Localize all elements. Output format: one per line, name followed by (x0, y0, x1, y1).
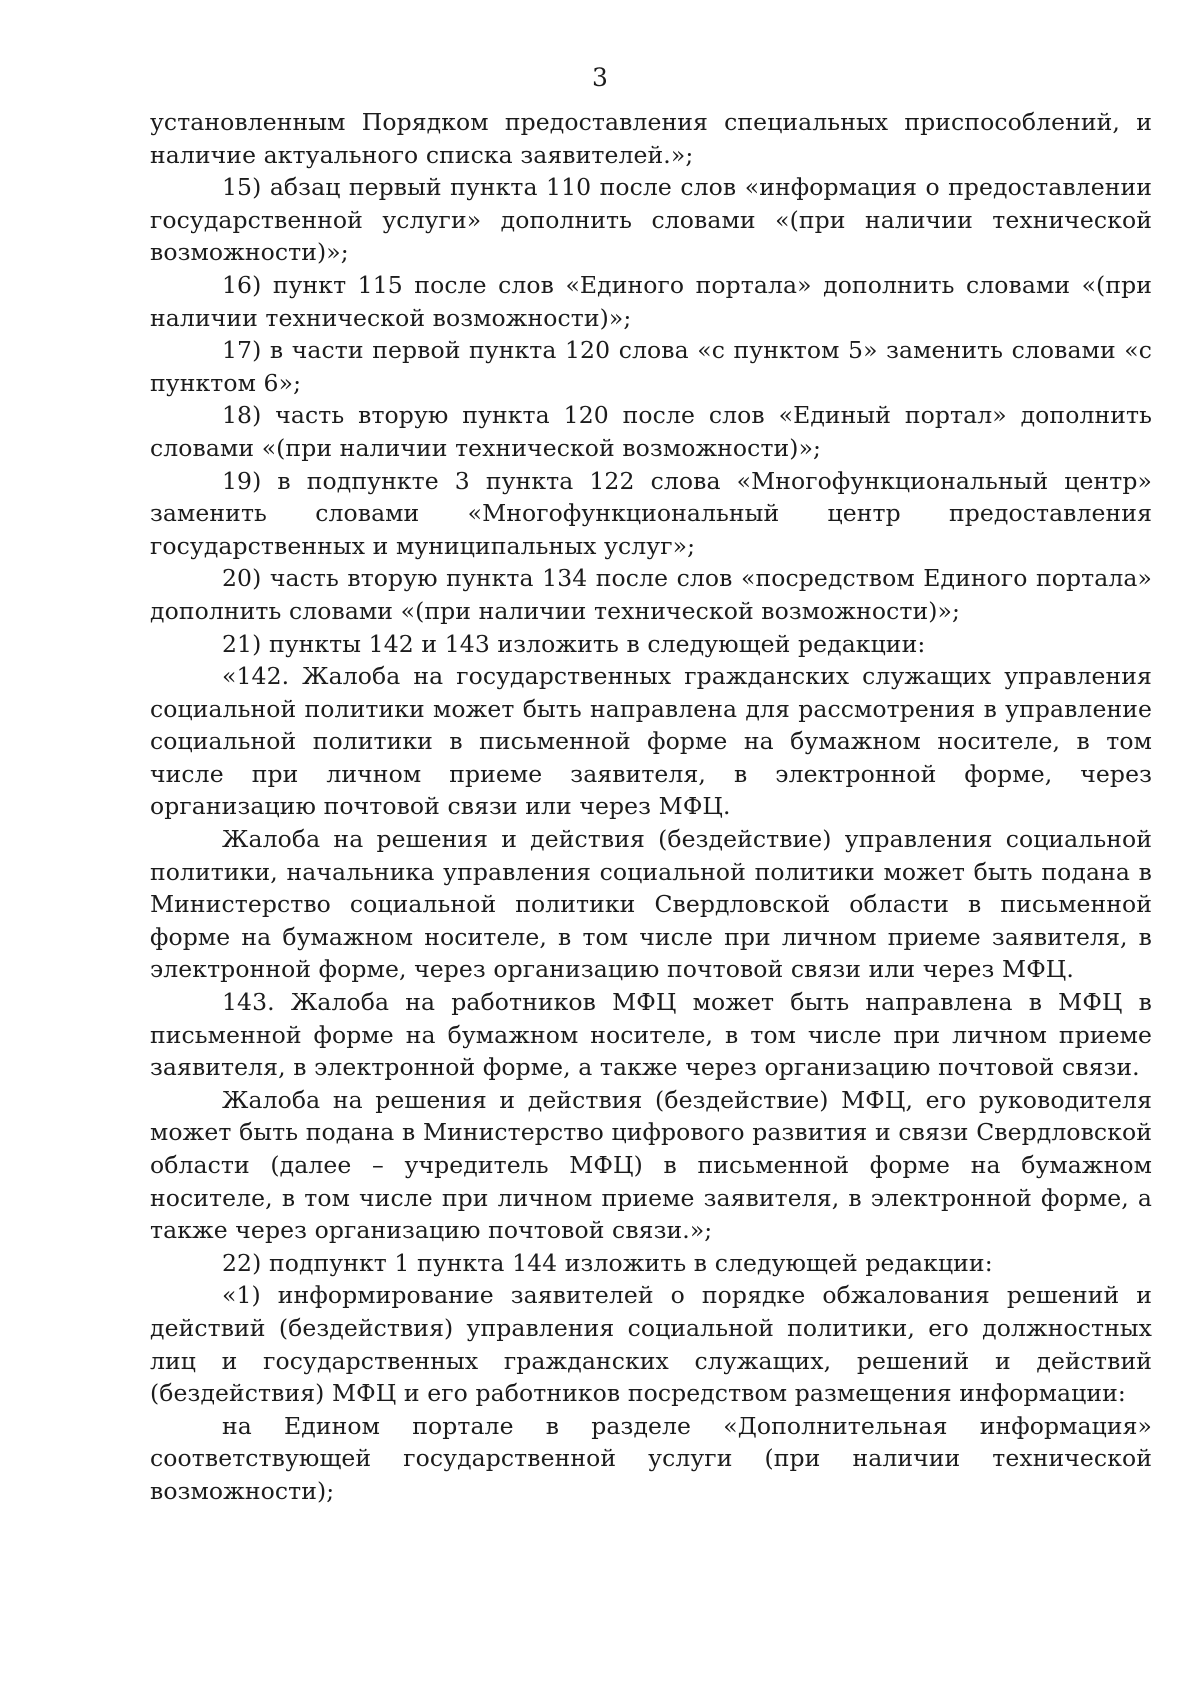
paragraph-clause-143-part-2: Жалоба на решения и действия (бездействие) МФЦ, его руководителя может быть подана в Министерство цифрового развития и связи Свердловской области (далее – учредитель МФЦ) в письменной форме на бумажном носителе, в том числе при личном приеме заявителя, в электронной форме, а также через организацию почтовой связи.»; (150, 1085, 1152, 1245)
paragraph-single-portal: на Едином портале в разделе «Дополнительная информация» соответствующей государственной услуги (при наличии технической возможности); (150, 1411, 1152, 1505)
document-body (150, 106, 1152, 1508)
paragraph-item-16: 16) пункт 115 после слов «Единого портала» дополнить словами «(при наличии технической возможности)»; (150, 270, 1152, 332)
paragraph-item-19: 19) в подпункте 3 пункта 122 слова «Многофункциональный центр» заменить словами «Многофункциональный центр предоставления государственных и муниципальных услуг»; (150, 466, 1152, 560)
paragraph-item-21: 21) пункты 142 и 143 изложить в следующей редакции: (222, 629, 926, 658)
paragraph-item-22: 22) подпункт 1 пункта 144 изложить в следующей редакции: (222, 1248, 993, 1277)
paragraph-item-18: 18) часть вторую пункта 120 после слов «Единый портал» дополнить словами «(при наличии технической возможности)»; (150, 401, 1152, 462)
paragraph-item-17: 17) в части первой пункта 120 слова «с пунктом 5» заменить словами «с пунктом 6»; (150, 336, 1152, 397)
page-number: 3 (592, 63, 608, 92)
paragraph-clause-142-part-2: Жалоба на решения и действия (бездействие) управления социальной политики, начальника управления социальной политики может быть подана в Министерство социальной политики Свердловской области в письменной форме на бумажном носителе, в том числе при личном приеме заявителя, в электронной форме, через организацию почтовой связи или через МФЦ. (150, 825, 1152, 984)
paragraph-clause-143: 143. Жалоба на работников МФЦ может быть направлена в МФЦ в письменной форме на бумажном носителе, в том числе при личном приеме заявителя, в электронной форме, а также через организацию почтовой связи. (150, 988, 1152, 1082)
paragraph-continuation: установленным Порядком предоставления специальных приспособлений, и наличие актуального списка заявителей.»; (150, 108, 1152, 169)
paragraph-subclause-1: «1) информирование заявителей о порядке обжалования решений и действий (бездействия) управления социальной политики, его должностных лиц и государственных гражданских служащих, решений и действий (бездействия) МФЦ и его работников посредством размещения информации: (150, 1281, 1152, 1408)
paragraph-item-15: 15) абзац первый пункта 110 после слов «информация о предоставлении государственной услуги» дополнить словами «(при наличии технической возможности)»; (150, 173, 1152, 267)
paragraph-clause-142: «142. Жалоба на государственных гражданских служащих управления социальной политики может быть направлена для рассмотрения в управление социальной политики в письменной форме на бумажном носителе, в том числе при личном приеме заявителя, в электронной форме, через организацию почтовой связи или через МФЦ. (150, 662, 1152, 821)
paragraph-item-20: 20) часть вторую пункта 134 после слов «посредством Единого портала» дополнить словами «(при наличии технической возможности)»; (150, 564, 1152, 625)
